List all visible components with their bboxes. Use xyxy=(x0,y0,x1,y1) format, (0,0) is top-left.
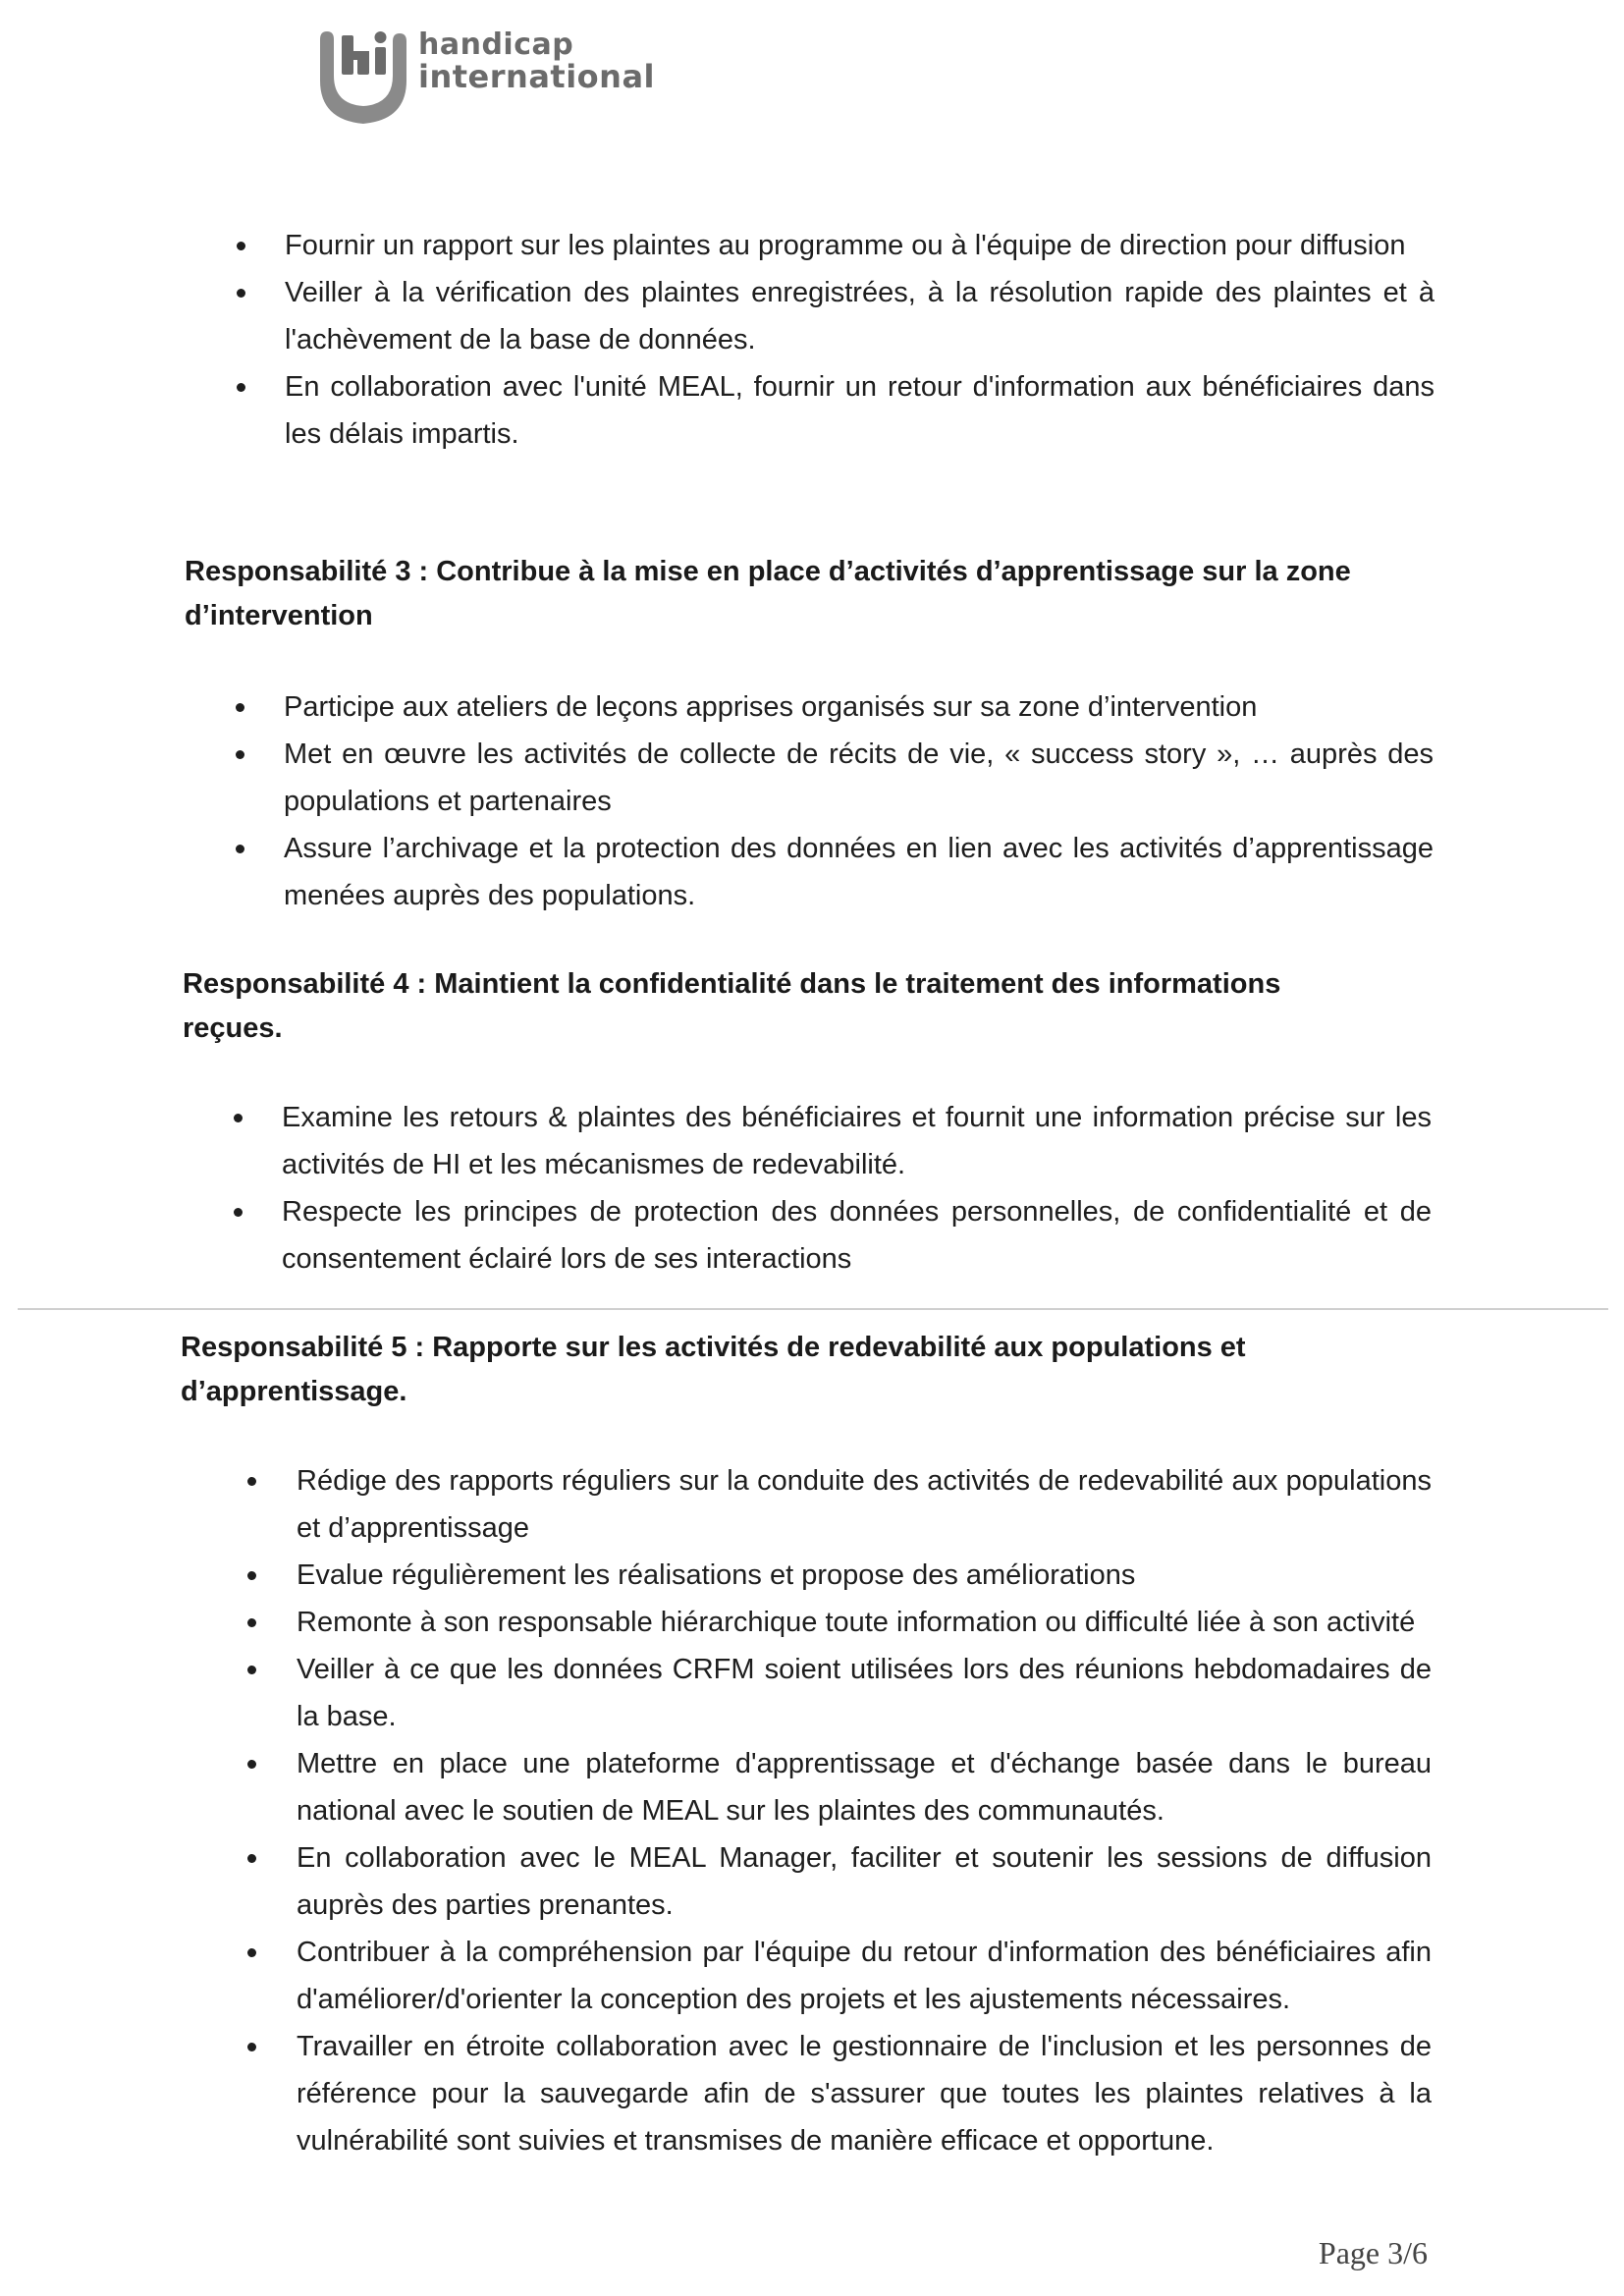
list-item: Remonte à son responsable hiérarchique toute information ou difficulté liée à son activité xyxy=(0,1599,1624,1646)
list-item: En collaboration avec l'unité MEAL, fournir un retour d'information aux bénéficiaires dans les délais impartis. xyxy=(0,363,1624,458)
list-item: Rédige des rapports réguliers sur la conduite des activités de redevabilité aux populations et d’apprentissage xyxy=(0,1457,1624,1552)
logo-line-2: international xyxy=(418,58,655,95)
responsabilite-5-bullets xyxy=(0,1457,1624,2164)
list-item: Veiller à la vérification des plaintes enregistrées, à la résolution rapide des plaintes et à l'achèvement de la base de données. xyxy=(0,269,1624,363)
list-item: Assure l’archivage et la protection des données en lien avec les activités d’apprentissage menées auprès des populations. xyxy=(0,825,1624,919)
list-item: Veiller à ce que les données CRFM soient utilisées lors des réunions hebdomadaires de la base. xyxy=(0,1646,1624,1740)
responsabilite-4-bullets xyxy=(0,1094,1624,1283)
bullet-list xyxy=(0,683,1624,919)
list-item: Fournir un rapport sur les plaintes au programme ou à l'équipe de direction pour diffusion xyxy=(0,222,1624,269)
continued-bullets-section xyxy=(0,222,1624,458)
list-item: Met en œuvre les activités de collecte de récits de vie, « success story », … auprès des populations et partenaires xyxy=(0,731,1624,825)
responsabilite-4-heading xyxy=(183,962,1361,1051)
heading-label: Responsabilité 3 : xyxy=(185,556,429,587)
handicap-international-logo xyxy=(314,22,668,130)
responsabilite-3-bullets xyxy=(0,683,1624,919)
heading-label: Responsabilité 5 : xyxy=(181,1332,425,1363)
list-item: Participe aux ateliers de leçons apprises organisés sur sa zone d’intervention xyxy=(0,683,1624,731)
list-item: Contribuer à la compréhension par l'équipe du retour d'information des bénéficiaires afin d'améliorer/d'orienter la conception des projets et les ajustements nécessaires. xyxy=(0,1929,1624,2023)
bullet-list xyxy=(0,222,1624,458)
responsabilite-3-heading xyxy=(185,550,1432,638)
heading-label: Responsabilité 4 : xyxy=(183,968,427,1000)
heading-title: Maintient la confidentialité dans le traitement des informations reçues. xyxy=(183,968,1281,1044)
list-item: Evalue régulièrement les réalisations et propose des améliorations xyxy=(0,1552,1624,1599)
responsabilite-5-heading xyxy=(181,1326,1310,1414)
list-item: Travailler en étroite collaboration avec le gestionnaire de l'inclusion et les personnes de référence pour la sauvegarde afin de s'assurer que toutes les plaintes relatives à la vulnérabilité sont suivies et transmises de manière efficace et opportune. xyxy=(0,2023,1624,2164)
list-item: Examine les retours & plaintes des bénéficiaires et fournit une information précise sur les activités de HI et les mécanismes de redevabilité. xyxy=(0,1094,1624,1188)
bullet-list xyxy=(0,1094,1624,1283)
logo-line-1: handicap xyxy=(418,27,574,62)
heading-title: Rapporte sur les activités de redevabilité aux populations et d’apprentissage. xyxy=(181,1332,1246,1407)
hand-logo-icon xyxy=(314,22,412,130)
bullet-list xyxy=(0,1457,1624,2164)
list-item: En collaboration avec le MEAL Manager, faciliter et soutenir les sessions de diffusion auprès des parties prenantes. xyxy=(0,1834,1624,1929)
list-item: Respecte les principes de protection des données personnelles, de confidentialité et de consentement éclairé lors de ses interactions xyxy=(0,1188,1624,1283)
divider xyxy=(18,1308,1608,1310)
logo-wordmark xyxy=(418,27,655,95)
page-number: Page 3/6 xyxy=(1318,2235,1428,2270)
heading-title: Contribue à la mise en place d’activités d’apprentissage sur la zone d’intervention xyxy=(185,556,1351,631)
list-item: Mettre en place une plateforme d'apprentissage et d'échange basée dans le bureau national avec le soutien de MEAL sur les plaintes des communautés. xyxy=(0,1740,1624,1834)
